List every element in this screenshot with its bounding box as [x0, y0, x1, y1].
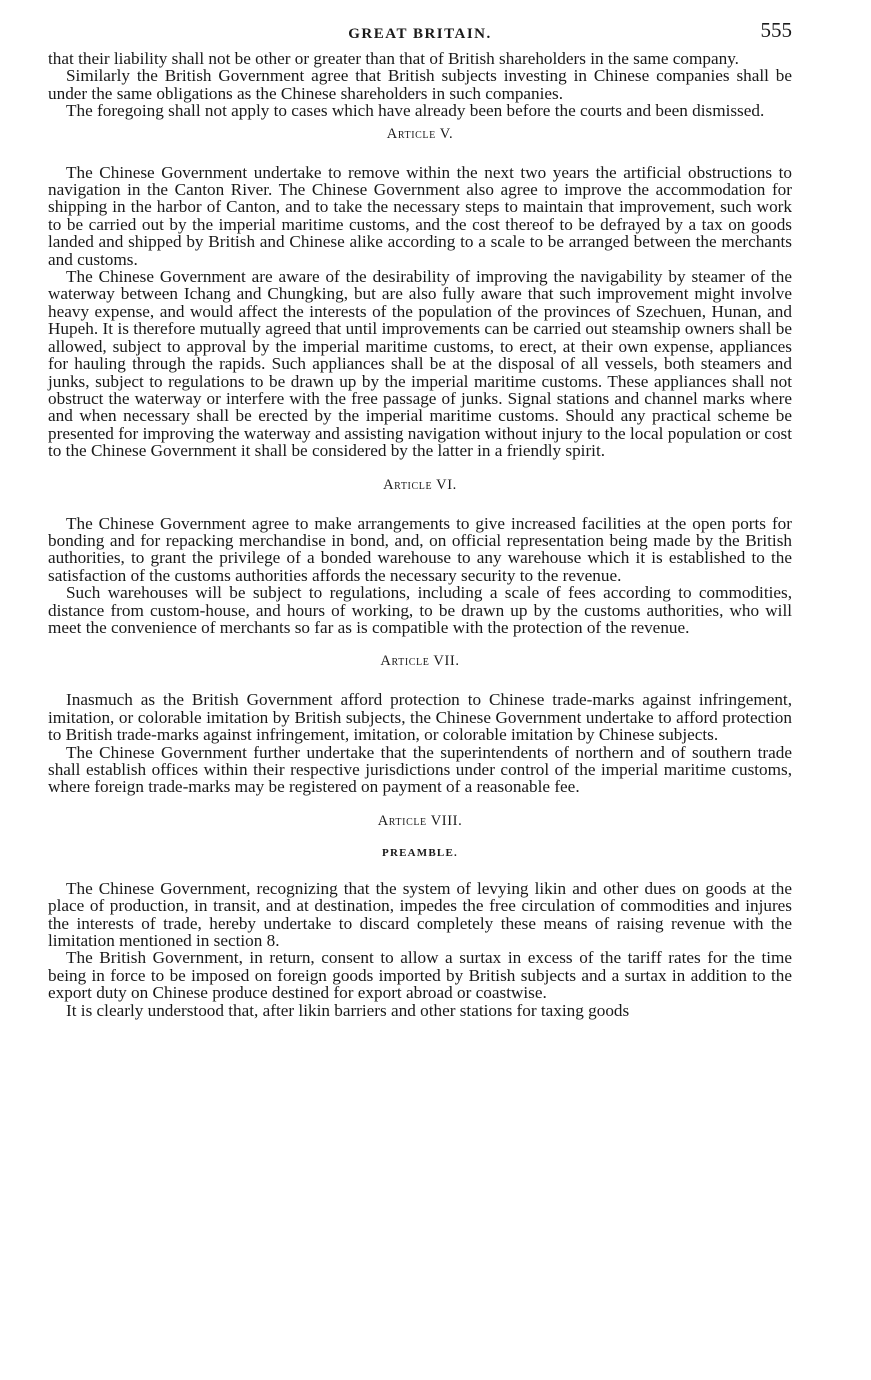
preamble-heading: PREAMBLE. [382, 846, 458, 859]
article-7-paragraph-1: Inasmuch as the British Government afford protection to Chinese trade-marks against infringement, imitation, or colorable imitation by British subjects, the Chinese Government undertake to afford protection to British trade-marks against infringement, imitation, or colorable imitation by Chinese subjects. [48, 690, 792, 745]
article-7-heading: Article VII. [380, 653, 460, 670]
running-head [48, 16, 792, 50]
article-5-paragraph-2: The Chinese Government are aware of the desirability of improving the navigability by steamer of the waterway between Ichang and Chungking, but are also fully aware that such improvement might involve heavy expense, and would affect the interests of the population of the provinces of Szechuen, Hunan, and Hupeh. It is therefore mutually agreed that until improvements can be carried out steamship owners shall be allowed, subject to approval by the imperial maritime customs, to erect, at their own expense, appliances for hauling through the rapids. Such appliances shall be at the disposal of all vessels, both steamers and junks, subject to regulations to be drawn up by the imperial maritime customs. These appliances shall not obstruct the waterway or interfere with the free passage of junks. Signal stations and channel marks where and when necessary shall be erected by the imperial maritime customs. Should any practical scheme be presented for improving the waterway and assisting navigation without injury to the local population or cost to the Chinese Government it shall be considered by the latter in a friendly spirit. [48, 267, 792, 461]
article-7-paragraph-2: The Chinese Government further undertake that the superintendents of northern and of southern trade shall establish offices within their respective jurisdictions under control of the imperial maritime customs, where foreign trade-marks may be registered on payment of a reasonable fee. [48, 742, 792, 797]
intro-paragraph-2: Similarly the British Government agree that British subjects investing in Chinese companies shall be under the same obligations as the Chinese shareholders in such companies. [48, 66, 792, 103]
intro-paragraph-1: that their liability shall not be other or greater than that of British shareholders in the same company. [48, 49, 739, 68]
running-title: GREAT BRITAIN. [348, 26, 492, 42]
article-6-paragraph-2: Such warehouses will be subject to regulations, including a scale of fees according to commodities, distance from custom-house, and hours of working, to be drawn up by the customs authorities, who will meet the convenience of merchants so far as is compatible with the protection of the revenue. [48, 583, 792, 637]
article-8-paragraph-3: It is clearly understood that, after likin barriers and other stations for taxing goods [66, 1000, 630, 1020]
article-6-heading: Article VI. [383, 476, 457, 493]
article-8-paragraph-1: The Chinese Government, recognizing that the system of levying likin and other dues on goods at the place of production, in transit, and at destination, impedes the free circulation of commodities and injures the interests of trade, hereby undertake to discard completely these means of raising revenue with the limitation mentioned in section 8. [48, 878, 792, 951]
article-6-paragraph-1: The Chinese Government agree to make arrangements to give increased facilities at the open ports for bonding and for repacking merchandise in bond, and, on official representation being made by the British authorities, to grant the privilege of a bonded warehouse to any warehouse which it is established to the satisfaction of the customs authorities affords the necessary security to the revenue. [48, 513, 792, 585]
article-5-paragraph-1: The Chinese Government undertake to remove within the next two years the artificial obstructions to navigation in the Canton River. The Chinese Government also agree to improve the accommodation for shipping in the harbor of Canton, and to take the necessary steps to maintain that improvement, such work to be carried out by the imperial maritime customs, and the cost thereof to be defrayed by a tax on goods landed and shipped by British and Chinese alike according to a scale to be arranged between the merchants and customs. [48, 162, 792, 269]
article-5-heading: Article V. [386, 125, 454, 142]
document-page [48, 16, 792, 1019]
article-8-paragraph-2: The British Government, in return, consent to allow a surtax in excess of the tariff rates for the time being in force to be imposed on foreign goods imported by British subjects and a surtax in addition to the export duty on Chinese produce destined for export abroad or coastwise. [48, 948, 792, 1003]
intro-paragraph-3: The foregoing shall not apply to cases which have already been before the courts and been dismissed. [66, 101, 765, 121]
article-8-heading: Article VIII. [377, 812, 463, 829]
page-number: 555 [760, 18, 792, 42]
